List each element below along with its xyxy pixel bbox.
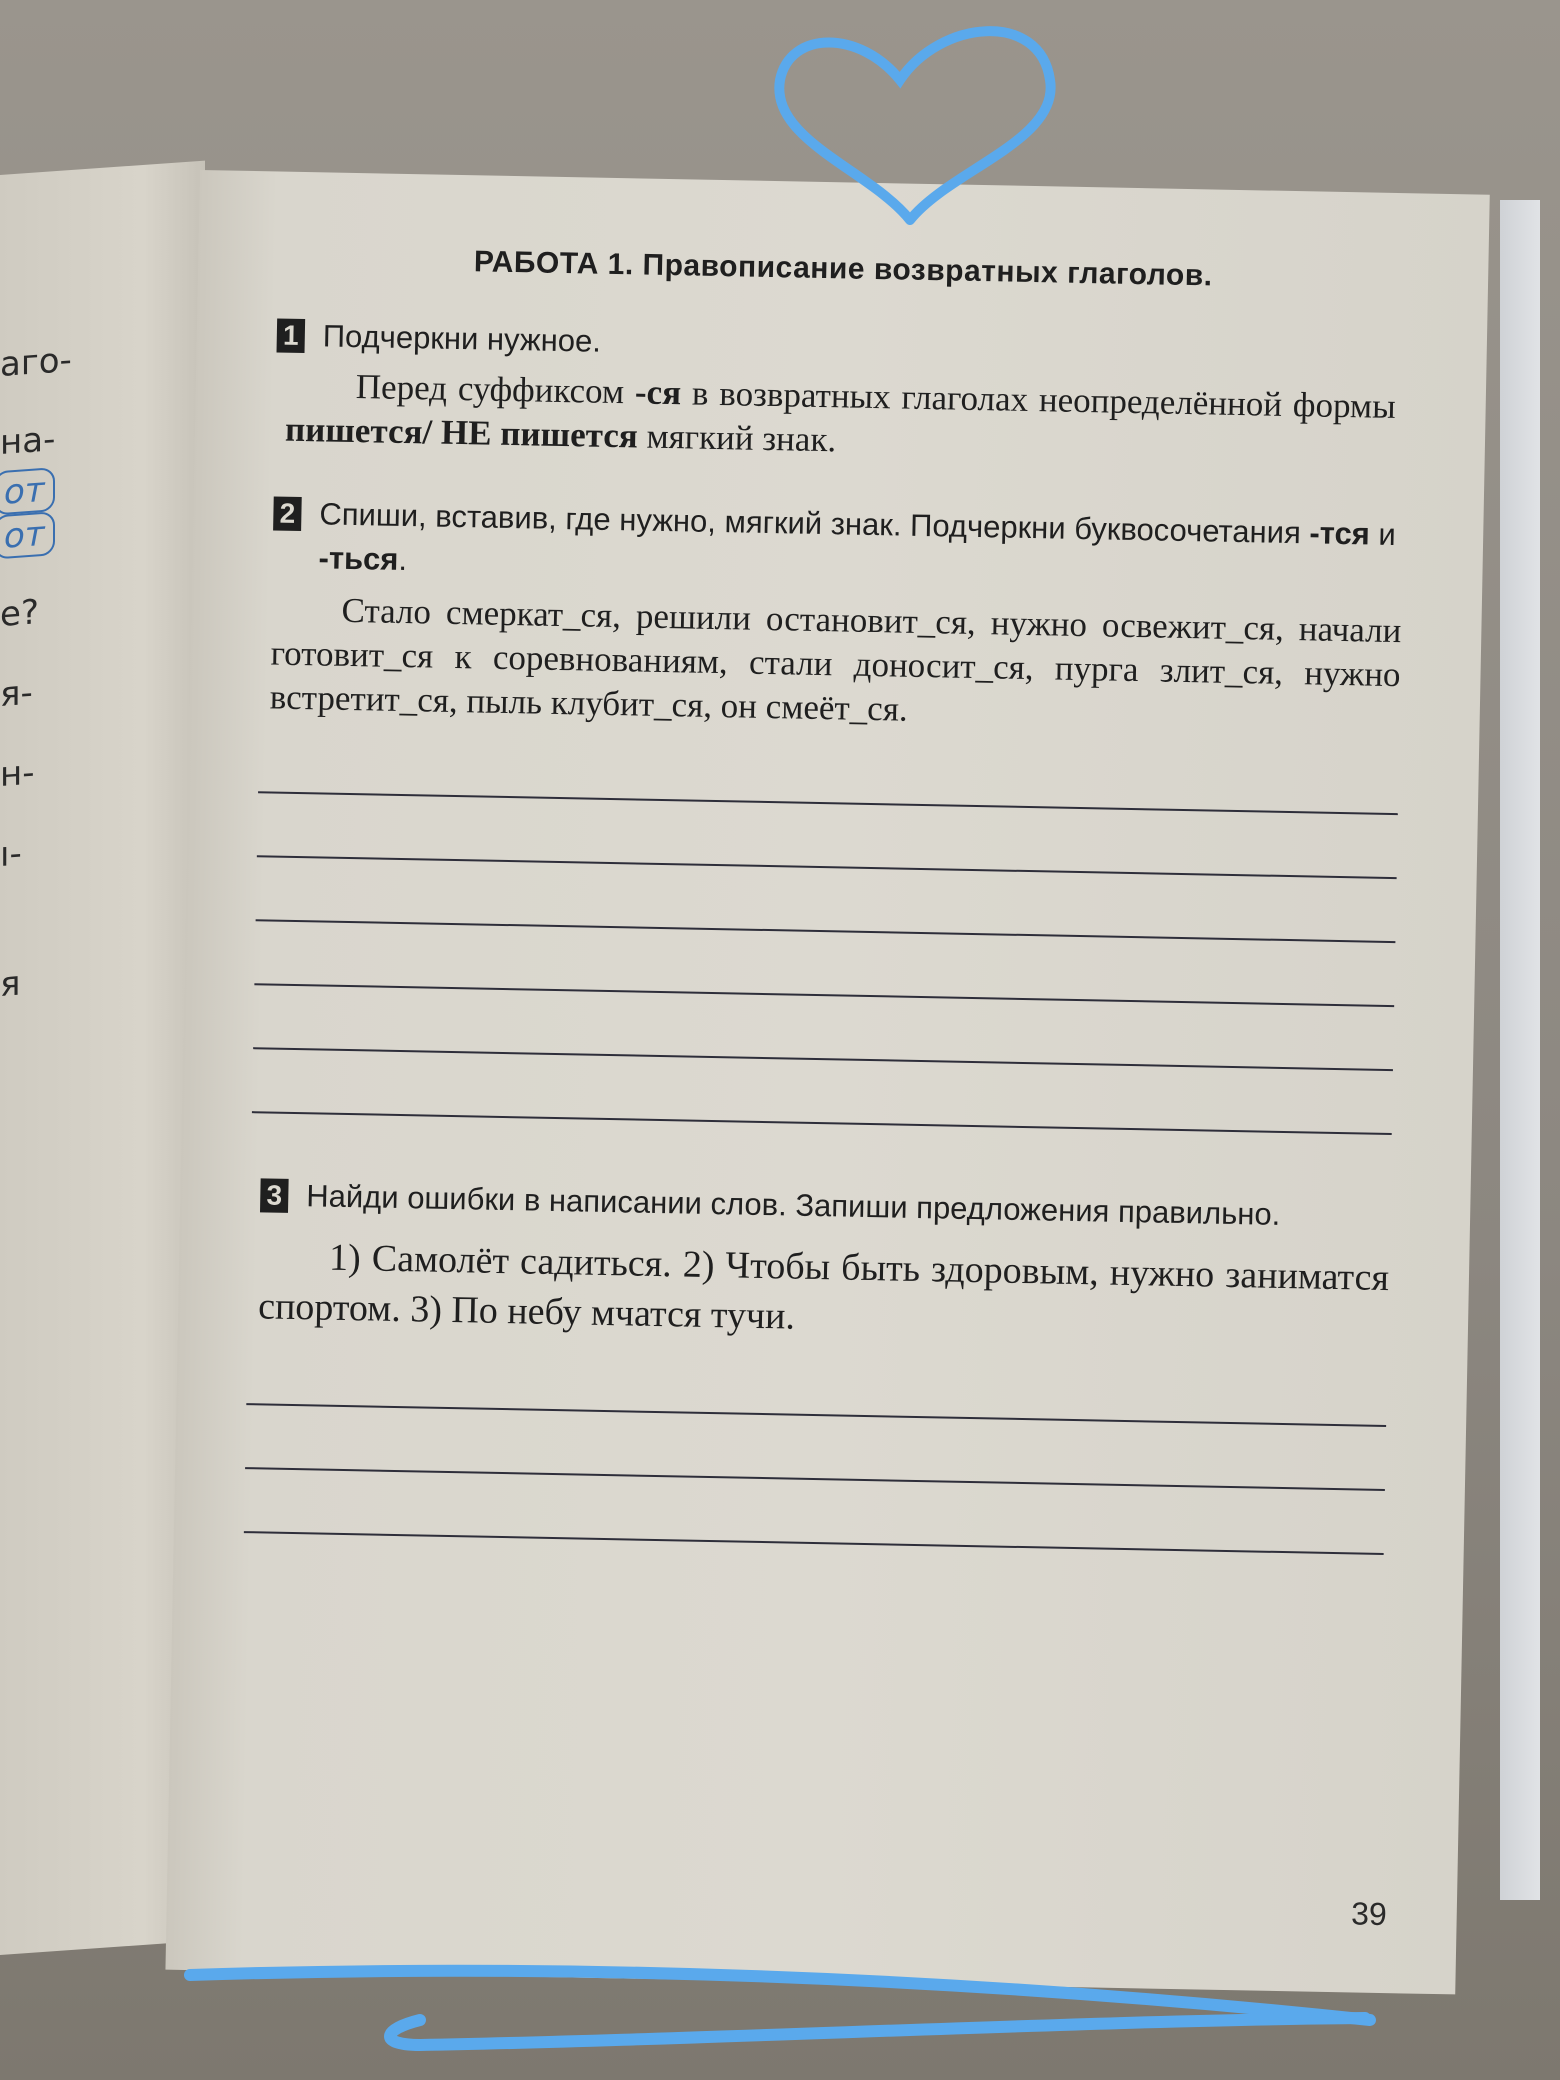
- left-fragment: на-: [0, 419, 56, 463]
- task-number-1: 1: [277, 319, 306, 354]
- page-title: РАБОТА 1. Правописание возвратных глаголов.: [473, 245, 1213, 293]
- page-content: [254, 242, 1409, 1555]
- left-fragment: н-: [0, 752, 35, 795]
- left-fragment: аго-: [0, 339, 72, 385]
- left-fragment: я: [0, 963, 21, 1005]
- task-3-heading: [260, 1173, 1391, 1239]
- book-edge: [1500, 200, 1540, 1900]
- combo-tsya: -тся: [1309, 515, 1371, 552]
- task-3-answer-area[interactable]: [254, 1341, 1387, 1555]
- task-1-instruction: Подчеркни нужное.: [322, 318, 602, 359]
- suffix-sya: -ся: [634, 372, 682, 413]
- left-fragment: я-: [0, 672, 33, 715]
- choice-options: пишется/ НЕ пишется: [284, 409, 639, 456]
- task-2-exercise-text: Стало смеркат_ся, решили остановит_ся, нужно освежит_ся, начали готовит_ся к соревнованиям, стали доносит_ся, пурга злит_ся, нужно встретит_ся, пыль клубит_ся, он смеёт_ся.: [269, 590, 1402, 729]
- task-2-answer-area[interactable]: [262, 729, 1399, 1135]
- left-fragment: е?: [0, 592, 39, 635]
- left-fragment: ı-: [0, 833, 22, 875]
- task-2-instruction: [318, 492, 1403, 601]
- workbook-page: [165, 170, 1489, 1994]
- left-handwriting: от: [0, 467, 55, 515]
- task-2-heading: [272, 491, 1403, 601]
- heart-doodle-icon: [750, 20, 1110, 250]
- task-1-text-part: в возвратных глаголах неопределённой формы: [680, 373, 1397, 426]
- scribble-doodle-icon: [0, 1950, 1560, 2080]
- task-1-text: [285, 364, 1396, 473]
- task-number-2: 2: [273, 496, 302, 531]
- task-2-instruction-part: и: [1369, 516, 1397, 553]
- task-1-text-part: Перед суффиксом: [355, 367, 636, 412]
- task-2-instruction-part: Спиши, вставив, где нужно, мягкий знак. Подчеркни буквосочетания: [319, 496, 1310, 551]
- task-3-exercise-text: 1) Самолёт садиться. 2) Чтобы быть здоровым, нужно заниматся спортом. 3) По небу мчатся тучи.: [257, 1236, 1390, 1338]
- left-handwriting: от: [0, 511, 55, 559]
- combo-tsya-soft: -ться: [318, 540, 399, 577]
- page-number: 39: [1350, 1895, 1388, 1933]
- task-1-text-part: мягкий знак.: [637, 416, 837, 460]
- task-2-instruction-part: .: [398, 541, 408, 578]
- task-3-instruction: Найди ошибки в написании слов. Запиши предложения правильно.: [305, 1178, 1281, 1232]
- task-number-3: 3: [260, 1178, 289, 1213]
